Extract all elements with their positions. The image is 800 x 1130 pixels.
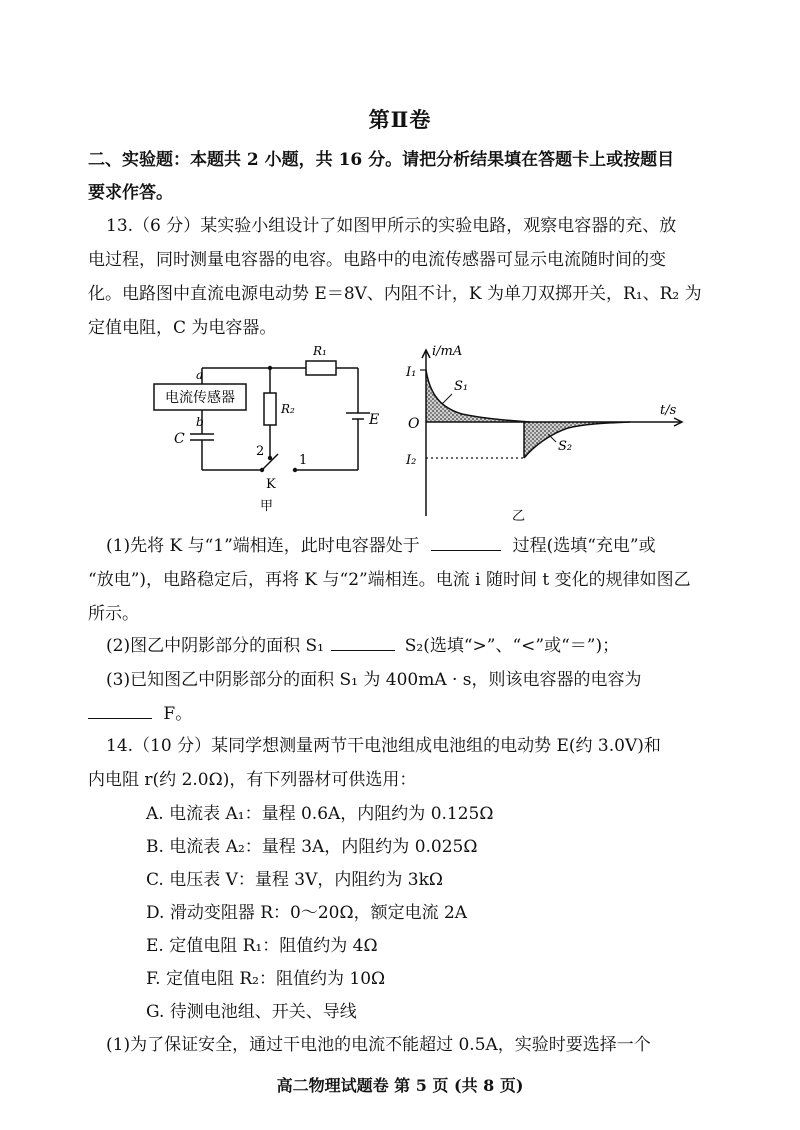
q14-option-b: B. 电流表 A₂：量程 3A，内阻约为 0.025Ω: [146, 837, 478, 857]
s1-label: S₁: [454, 379, 469, 394]
q14-option-e: E. 定值电阻 R₁：阻值约为 4Ω: [146, 936, 378, 956]
q13-line1: 13.（6 分）某实验小组设计了如图甲所示的实验电路，观察电容器的充、放: [106, 216, 677, 236]
q14-option-g: G. 待测电池组、开关、导线: [146, 1002, 357, 1022]
q13-sub1-line2: “放电”)，电路稳定后，再将 K 与“2”端相连。电流 i 随时间 t 变化的规律如图乙: [88, 570, 691, 590]
switch-label: K: [266, 477, 276, 492]
origin-label: O: [408, 416, 420, 432]
q13-sub3-text-b: F。: [163, 704, 193, 724]
q13-sub3-line1: (3)已知图乙中阴影部分的面积 S₁ 为 400mA · s，则该电容器的电容为: [106, 670, 642, 690]
area-s2: [524, 422, 630, 458]
part2-heading-line2: 要求作答。: [88, 183, 173, 203]
q14-option-c: C. 电压表 V：量程 3V，内阻约为 3kΩ: [146, 870, 444, 890]
q13-sub3-line2: [88, 699, 728, 724]
q14-option-f: F. 定值电阻 R₂：阻值约为 10Ω: [146, 969, 386, 989]
area-s1: [426, 370, 530, 422]
q13-sub1-text-b: 过程(选填“充电”或: [512, 536, 656, 556]
q13-line2: 电过程，同时测量电容器的电容。电路中的电流传感器可显示电流随时间的变: [88, 250, 666, 270]
q14-line2: 内电阻 r(约 2.0Ω)，有下列器材可供选用：: [88, 770, 417, 790]
q13-line4: 定值电阻，C 为电容器。: [88, 318, 277, 338]
q13-sub2-text-a: (2)图乙中阴影部分的面积 S₁: [106, 636, 324, 656]
r2-label: R₂: [281, 402, 295, 416]
q13-sub2-line: [106, 631, 746, 656]
part2-heading-line1: 二、实验题：本题共 2 小题，共 16 分。请把分析结果填在答题卡上或按题目: [88, 150, 675, 170]
q13-sub1-line1: [106, 531, 746, 556]
i2-label: I₂: [406, 453, 417, 468]
section-title: 第Ⅱ卷: [368, 107, 432, 132]
figure-yi-caption: 乙: [512, 509, 526, 524]
contact-2-label: 2: [256, 444, 265, 459]
q13-sub2-text-b: S₂(选填“>”、“<”或“＝”)；: [404, 636, 620, 656]
r1-label: R₁: [313, 344, 327, 358]
q13-sub2-answer-blank[interactable]: [331, 634, 395, 651]
node-a-label: a: [196, 368, 204, 382]
y-axis-label: i/mA: [432, 344, 463, 359]
x-axis-label: t/s: [660, 403, 677, 418]
q14-sub1-line: (1)为了保证安全，通过干电池的电流不能超过 0.5A，实验时要选择一个: [106, 1035, 651, 1055]
i1-label: I₁: [406, 365, 417, 380]
q14-option-a: A. 电流表 A₁：量程 0.6A，内阻约为 0.125Ω: [146, 804, 494, 824]
figure-jia-caption: 甲: [260, 499, 274, 514]
q14-option-d: D. 滑动变阻器 R：0～20Ω，额定电流 2A: [146, 903, 468, 923]
node-b-label: b: [196, 415, 204, 429]
q14-line1: 14.（10 分）某同学想测量两节干电池组成电池组的电动势 E(约 3.0V)和: [106, 736, 661, 756]
contact-1-label: 1: [299, 453, 308, 468]
q13-sub1-answer-blank[interactable]: [431, 534, 501, 551]
capacitor-label: C: [174, 431, 185, 447]
q13-line3: 化。电路图中直流电源电动势 E＝8V、内阻不计，K 为单刀双掷开关，R₁、R₂ 为: [88, 284, 702, 304]
q13-sub1-line3: 所示。: [88, 604, 139, 624]
page-footer: 高二物理试题卷 第 5 页 (共 8 页): [276, 1076, 524, 1095]
s2-label: S₂: [558, 439, 573, 454]
current-time-graph-yi: [400, 338, 700, 526]
circuit-diagram-jia: [150, 338, 395, 518]
q13-sub1-text-a: (1)先将 K 与“1”端相连，此时电容器处于: [106, 536, 420, 556]
q13-sub3-answer-blank[interactable]: [88, 702, 152, 719]
sensor-label: 电流传感器: [165, 390, 235, 406]
emf-label: E: [369, 412, 380, 428]
